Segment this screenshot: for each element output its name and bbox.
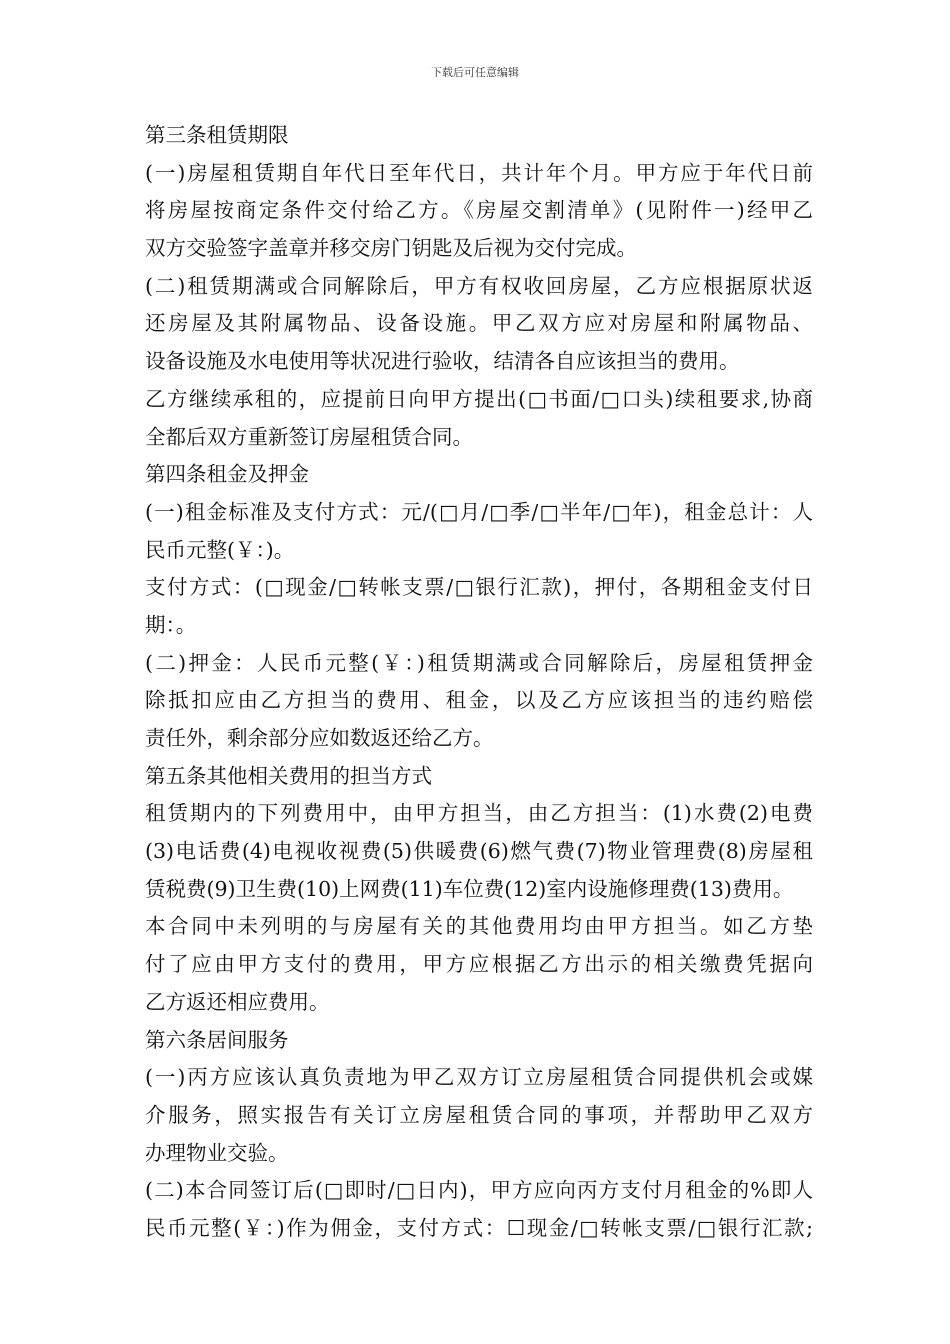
text-line: 第四条租金及押金 bbox=[145, 462, 309, 487]
text-line: 还房屋及其附属物品、设备设施。甲乙双方应对房屋和附属物品、 bbox=[145, 311, 813, 336]
text-line: 第六条居间服务 bbox=[145, 1027, 289, 1052]
text-line: 介服务，照实报告有关订立房屋租赁合同的事项，并帮助甲乙双方 bbox=[145, 1102, 813, 1127]
text-line: (二)押金：人民币元整(￥：)租赁期满或合同解除后，房屋租赁押金 bbox=[145, 650, 813, 675]
text-line: 第三条租赁期限 bbox=[145, 123, 289, 147]
text-line: 双方交验签字盖章并移交房门钥匙及后视为交付完成。 bbox=[145, 236, 637, 261]
text-line: 支付方式：(□现金/□转帐支票/□银行汇款)，押付，各期租金支付日 bbox=[145, 575, 813, 600]
text-line: 设备设施及水电使用等状况进行验收，结清各自应该担当的费用。 bbox=[145, 349, 740, 374]
text-line: (二)租赁期满或合同解除后，甲方有权收回房屋，乙方应根据原状返 bbox=[145, 273, 813, 298]
text-line: 办理物业交验。 bbox=[145, 1140, 289, 1165]
text-line: 将房屋按商定条件交付给乙方。《房屋交割清单》(见附件一)经甲乙 bbox=[145, 198, 813, 223]
text-line: (3)电话费(4)电视收视费(5)供暖费(6)燃气费(7)物业管理费(8)房屋租 bbox=[145, 839, 813, 864]
text-line: 民币元整(￥：)作为佣金，支付方式：☐现金/□转帐支票/□银行汇款; bbox=[145, 1215, 813, 1240]
text-line: 本合同中未列明的与房屋有关的其他费用均由甲方担当。如乙方垫 bbox=[145, 914, 813, 939]
text-line: (一)丙方应该认真负责地为甲乙双方订立房屋租赁合同提供机会或媒 bbox=[145, 1065, 813, 1090]
text-line: 责任外，剩余部分应如数返还给乙方。 bbox=[145, 726, 494, 750]
text-line: (一)房屋租赁期自年代日至年代日，共计年个月。甲方应于年代日前 bbox=[145, 160, 813, 185]
text-line: 第五条其他相关费用的担当方式 bbox=[145, 763, 432, 788]
text-line: 民币元整(￥：)。 bbox=[145, 537, 295, 562]
text-line: 乙方返还相应费用。 bbox=[145, 989, 330, 1014]
text-line: 期：。 bbox=[145, 612, 197, 637]
text-line: (一)租金标准及支付方式：元/(□月/□季/□半年/□年)，租金总计：人 bbox=[145, 499, 813, 524]
text-line: 乙方继续承租的，应提前日向甲方提出(□书面/□口头)续租要求,协商 bbox=[145, 386, 813, 411]
text-line: (二)本合同签订后(□即时/□日内)，甲方应向丙方支付月租金的%即人 bbox=[145, 1178, 813, 1203]
text-line: 赁税费(9)卫生费(10)上网费(11)车位费(12)室内设施修理费(13)费用。 bbox=[145, 876, 794, 901]
text-line: 付了应由甲方支付的费用，甲方应根据乙方出示的相关缴费凭据向 bbox=[145, 952, 813, 977]
document-body bbox=[145, 117, 813, 1248]
text-line: 租赁期内的下列费用中，由甲方担当，由乙方担当：(1)水费(2)电费 bbox=[145, 801, 813, 826]
text-line: 全都后双方重新签订房屋租赁合同。 bbox=[145, 424, 473, 449]
text-line: 除抵扣应由乙方担当的费用、租金，以及乙方应该担当的违约赔偿 bbox=[145, 688, 813, 713]
page-header: 下载后可任意编辑 bbox=[431, 66, 519, 79]
